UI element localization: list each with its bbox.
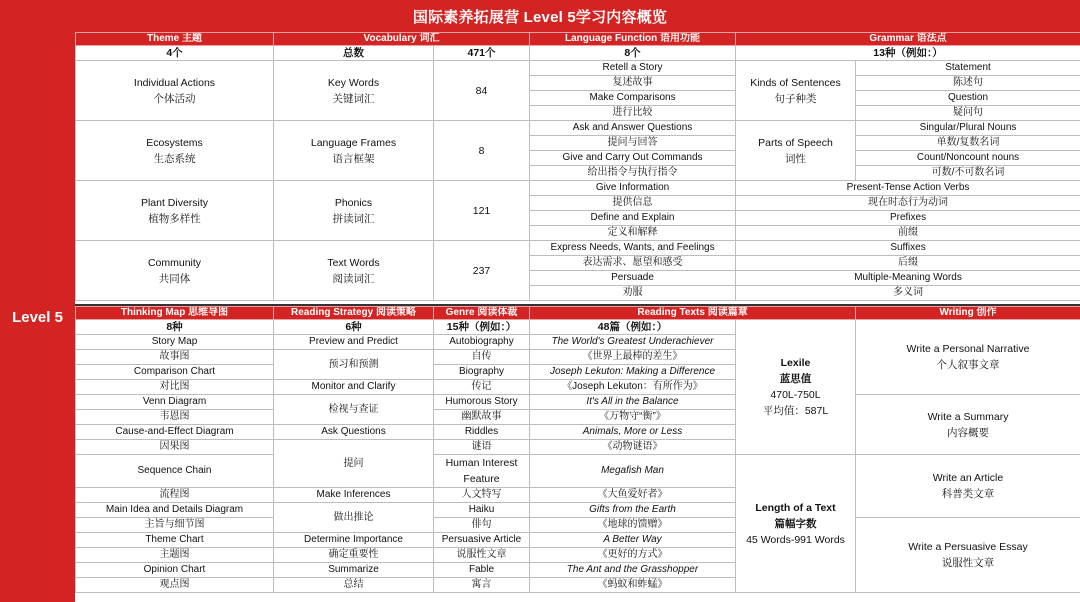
strategy-item: 预习和预测 — [274, 350, 434, 380]
genre-item: Biography — [434, 365, 530, 380]
grammar-wide-item: 前缀 — [736, 226, 1080, 241]
text-length-cn: 篇幅字数 — [774, 517, 817, 530]
reading-text-item: A Better Way — [530, 533, 736, 548]
genre-item: Autobiography — [434, 335, 530, 350]
strategy-item: Preview and Predict — [274, 335, 434, 350]
vocab-type-cn: 关键词汇 — [332, 92, 375, 105]
grammar-group-cn: 句子种类 — [774, 92, 817, 105]
grammar-wide-item: Present-Tense Action Verbs — [736, 181, 1080, 196]
count-vocab-label: 总数 — [274, 46, 434, 61]
thinking-map-item: Main Idea and Details Diagram — [76, 503, 274, 518]
count-thinking-map: 8种 — [76, 320, 274, 335]
function-item: Persuade — [530, 271, 736, 286]
reading-text-item: It's All in the Balance — [530, 395, 736, 410]
text-length-label: Length of a Text — [755, 501, 836, 514]
reading-text-item: The World's Greatest Underachiever — [530, 335, 736, 350]
strategy-item: Summarize — [274, 563, 434, 578]
writing-cn: 内容概要 — [947, 426, 990, 439]
function-item: Express Needs, Wants, and Feelings — [530, 241, 736, 256]
strategy-item: 提问 — [274, 440, 434, 488]
thinking-map-item: Cause-and-Effect Diagram — [76, 425, 274, 440]
theme-cell — [76, 241, 274, 301]
vocab-count: 121 — [434, 181, 530, 241]
genre-item: 幽默故事 — [434, 410, 530, 425]
function-item: 提供信息 — [530, 196, 736, 211]
function-item: 提问与回答 — [530, 136, 736, 151]
reading-text-item: 《大鱼爱好者》 — [530, 488, 736, 503]
function-item: Give and Carry Out Commands — [530, 151, 736, 166]
header-grammar: Grammar 语法点 — [736, 33, 1080, 46]
sheet-title: 国际素养拓展营 Level 5学习内容概览 — [0, 0, 1080, 32]
grammar-sub-item: Singular/Plural Nouns — [856, 121, 1080, 136]
reading-text-item: Gifts from the Earth — [530, 503, 736, 518]
thinking-map-item: Venn Diagram — [76, 395, 274, 410]
count-reading-strategy: 6种 — [274, 320, 434, 335]
theme-en: Plant Diversity — [140, 196, 209, 209]
reading-text-item: 《蚂蚁和蚱蜢》 — [530, 578, 736, 593]
vocab-type-en: Language Frames — [310, 136, 397, 149]
genre-item: Fable — [434, 563, 530, 578]
grammar-sub-item: Count/Noncount nouns — [856, 151, 1080, 166]
header-vocabulary: Vocabulary 词汇 — [274, 33, 530, 46]
thinking-map-item: 流程图 — [76, 488, 274, 503]
strategy-item: Monitor and Clarify — [274, 380, 434, 395]
grammar-group-cell — [736, 61, 856, 121]
theme-cn: 共同体 — [158, 272, 191, 285]
writing-en: Write a Personal Narrative — [906, 343, 1030, 355]
thinking-map-item: Opinion Chart — [76, 563, 274, 578]
writing-en: Write an Article — [932, 472, 1004, 484]
reading-text-item: Joseph Lekuton: Making a Difference — [530, 365, 736, 380]
grammar-wide-item: 现在时态行为动词 — [736, 196, 1080, 211]
thinking-map-item: 对比图 — [76, 380, 274, 395]
thinking-map-item: Theme Chart — [76, 533, 274, 548]
grammar-sub-item: 陈述句 — [856, 76, 1080, 91]
count-reading-texts: 48篇（例如：） — [530, 320, 736, 335]
genre-item: Haiku — [434, 503, 530, 518]
vocab-type-cn: 语言框架 — [332, 152, 375, 165]
genre-item: Persuasive Article — [434, 533, 530, 548]
genre-item: 人文特写 — [434, 488, 530, 503]
thinking-map-item: 韦恩图 — [76, 410, 274, 425]
vocab-type-cell — [274, 241, 434, 301]
count-theme: 4个 — [76, 46, 274, 61]
theme-en: Community — [147, 256, 202, 269]
theme-en: Ecosystems — [146, 136, 203, 149]
level-label: Level 5 — [0, 32, 75, 602]
thinking-map-item: Story Map — [76, 335, 274, 350]
top-table — [75, 32, 1080, 301]
vocab-type-cell — [274, 121, 434, 181]
genre-item: 寓言 — [434, 578, 530, 593]
reading-text-item: 《动物谜语》 — [530, 440, 736, 455]
text-length-range: 45 Words-991 Words — [746, 533, 845, 546]
function-item: 劝服 — [530, 286, 736, 301]
header-language-function: Language Function 语用功能 — [530, 33, 736, 46]
writing-en: Write a Summary — [927, 410, 1009, 423]
function-item: 进行比较 — [530, 106, 736, 121]
strategy-item: 总结 — [274, 578, 434, 593]
lexile-range: 470L-750L — [770, 389, 821, 401]
vocab-count: 84 — [434, 61, 530, 121]
thinking-map-item: 主题图 — [76, 548, 274, 563]
reading-text-item: 《万物守“衡”》 — [530, 410, 736, 425]
strategy-item: Determine Importance — [274, 533, 434, 548]
header-theme: Theme 主题 — [76, 33, 274, 46]
reading-text-item: Animals, More or Less — [530, 425, 736, 440]
header-thinking-map: Thinking Map 思维导图 — [76, 307, 274, 320]
grammar-group-en: Parts of Speech — [758, 136, 833, 149]
strategy-item: 检视与查证 — [274, 395, 434, 425]
grammar-group-cell — [736, 121, 856, 181]
vocab-type-en: Key Words — [327, 76, 380, 89]
strategy-item: Ask Questions — [274, 425, 434, 440]
grammar-sub-item: 单数/复数名词 — [856, 136, 1080, 151]
lexile-cn: 蓝思值 — [779, 373, 812, 385]
writing-cell — [856, 518, 1080, 593]
thinking-map-item: 故事图 — [76, 350, 274, 365]
strategy-item: 确定重要性 — [274, 548, 434, 563]
reading-text-item: 《更好的方式》 — [530, 548, 736, 563]
reading-text-item: Megafish Man — [530, 455, 736, 488]
vocab-type-en: Text Words — [327, 256, 380, 269]
grammar-wide-item: Suffixes — [736, 241, 1080, 256]
function-item: Define and Explain — [530, 211, 736, 226]
vocab-type-en: Phonics — [334, 196, 373, 209]
vocab-type-cell — [274, 61, 434, 121]
count-genre: 15种（例如：） — [434, 320, 530, 335]
thinking-map-item: Comparison Chart — [76, 365, 274, 380]
genre-item: Humorous Story — [434, 395, 530, 410]
thinking-map-item: Sequence Chain — [76, 455, 274, 488]
header-writing: Writing 创作 — [856, 307, 1080, 320]
grammar-sub-item: 疑问句 — [856, 106, 1080, 121]
writing-cn: 个人叙事文章 — [936, 359, 1000, 371]
reading-text-item: 《世界上最棒的差生》 — [530, 350, 736, 365]
thinking-map-item: 因果图 — [76, 440, 274, 455]
function-item: 定义和解释 — [530, 226, 736, 241]
function-item: 表达需求、愿望和感受 — [530, 256, 736, 271]
count-grammar: 13种（例如：） — [736, 46, 1080, 61]
header-genre: Genre 阅读体裁 — [434, 307, 530, 320]
theme-en: Individual Actions — [133, 76, 216, 89]
genre-item: 自传 — [434, 350, 530, 365]
theme-cn: 生态系统 — [153, 152, 196, 165]
strategy-item: 做出推论 — [274, 503, 434, 533]
lexile-average: 平均值：587L — [762, 405, 829, 417]
count-vocab-total: 471个 — [434, 46, 530, 61]
vocab-type-cell — [274, 181, 434, 241]
text-length-cell — [736, 455, 856, 593]
grammar-wide-item: 多义词 — [736, 286, 1080, 301]
vocab-count: 237 — [434, 241, 530, 301]
strategy-item: Make Inferences — [274, 488, 434, 503]
lexile-label: Lexile — [780, 357, 811, 369]
lexile-cell — [736, 320, 856, 455]
genre-item: 说服性文章 — [434, 548, 530, 563]
thinking-map-item: 主旨与细节图 — [76, 518, 274, 533]
theme-cn: 个体活动 — [153, 92, 196, 105]
reading-text-item: The Ant and the Grasshopper — [530, 563, 736, 578]
vocab-type-cn: 拼读词汇 — [332, 212, 375, 225]
count-function: 8个 — [530, 46, 736, 61]
theme-cn: 植物多样性 — [148, 212, 201, 225]
genre-item: 传记 — [434, 380, 530, 395]
function-item: Make Comparisons — [530, 91, 736, 106]
genre-item: 谜语 — [434, 440, 530, 455]
thinking-map-item: 观点图 — [76, 578, 274, 593]
grammar-wide-item: Prefixes — [736, 211, 1080, 226]
reading-text-item: 《Joseph Lekuton：有所作为》 — [530, 380, 736, 395]
header-reading-strategy: Reading Strategy 阅读策略 — [274, 307, 434, 320]
grammar-sub-item: Statement — [856, 61, 1080, 76]
function-item: 给出指令与执行指令 — [530, 166, 736, 181]
writing-cn: 说服性文章 — [941, 557, 995, 569]
genre-item: Human Interest Feature — [434, 455, 530, 488]
writing-cell — [856, 320, 1080, 395]
function-item: Retell a Story — [530, 61, 736, 76]
grammar-sub-item: Question — [856, 91, 1080, 106]
theme-cell — [76, 61, 274, 121]
genre-item: 俳句 — [434, 518, 530, 533]
writing-cn: 科普类文章 — [941, 488, 995, 500]
header-reading-texts: Reading Texts 阅读篇章 — [530, 307, 856, 320]
reading-text-item: 《地球的馈赠》 — [530, 518, 736, 533]
vocab-count: 8 — [434, 121, 530, 181]
theme-cell — [76, 121, 274, 181]
function-item: Ask and Answer Questions — [530, 121, 736, 136]
grammar-sub-item: 可数/不可数名词 — [856, 166, 1080, 181]
grammar-wide-item: 后缀 — [736, 256, 1080, 271]
writing-en: Write a Persuasive Essay — [908, 541, 1028, 553]
vocab-type-cn: 阅读词汇 — [332, 272, 375, 285]
writing-cell — [856, 395, 1080, 455]
bottom-table — [75, 306, 1080, 593]
grammar-wide-item: Multiple-Meaning Words — [736, 271, 1080, 286]
theme-cell — [76, 181, 274, 241]
writing-cell — [856, 455, 1080, 518]
function-item: Give Information — [530, 181, 736, 196]
genre-item: Riddles — [434, 425, 530, 440]
grammar-group-en: Kinds of Sentences — [750, 76, 841, 89]
function-item: 复述故事 — [530, 76, 736, 91]
grammar-group-cn: 词性 — [785, 152, 807, 165]
